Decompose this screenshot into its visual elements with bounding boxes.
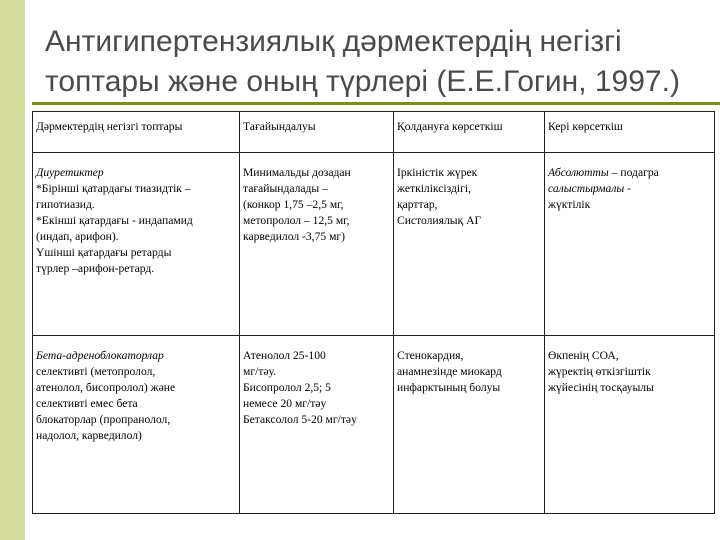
cell-dosage-beta-blockers <box>240 336 394 514</box>
table-header-row <box>33 112 715 153</box>
title-line-2: топтары және оның түрлері (Е.Е.Гогин, 1997.) <box>45 65 680 98</box>
indication-line: Систолиялық АГ <box>397 214 482 227</box>
dosage-line: Бисопролол 2,5; 5 <box>243 381 331 394</box>
title-divider <box>32 102 720 105</box>
contra-line: Өкпенің СОА, <box>548 349 619 362</box>
cell-contra-beta-blockers <box>545 336 715 514</box>
contra-absolute-text: – подагра <box>608 166 659 179</box>
dosage-line: метопролол – 12,5 мг, <box>243 214 350 227</box>
cell-indication-beta-blockers <box>394 336 545 514</box>
cell-indication-diuretics <box>394 153 545 336</box>
indication-line: жеткіліксіздігі, <box>397 182 472 195</box>
slide-title <box>45 22 705 102</box>
group-name: Диуретиктер <box>36 166 104 179</box>
dosage-line: (конкор 1,75 –2,5 мг, <box>243 198 344 211</box>
drug-groups-table <box>32 111 715 514</box>
cell-group-diuretics <box>33 153 240 336</box>
header-contraindications: Кері көрсеткіш <box>545 112 715 153</box>
dosage-line: Атенолол 25-100 <box>243 349 326 362</box>
dosage-line: мг/тәу. <box>243 365 277 378</box>
indication-line: анамнезінде миокард <box>397 365 502 378</box>
header-indications: Қолдануға көрсеткіш <box>394 112 545 153</box>
contra-relative-text: - <box>624 182 632 195</box>
table-row-beta-blockers <box>33 336 715 514</box>
contra-relative-line <box>548 181 711 197</box>
cell-dosage-diuretics <box>240 153 394 336</box>
contra-absolute-label: Абсолютты <box>548 166 609 179</box>
header-drug-groups: Дәрмектердің негізгі топтары <box>33 112 240 153</box>
group-line: (индап, арифон). <box>36 230 119 243</box>
group-line: надолол, карведилол) <box>36 429 142 442</box>
dosage-line: тағайындалады – <box>243 182 328 195</box>
left-accent-bar <box>0 0 25 540</box>
indication-line: Стенокардия, <box>397 349 464 362</box>
indication-line: қарттар, <box>397 198 438 211</box>
dosage-line: немесе 20 мг/тәу <box>243 397 327 410</box>
dosage-line: Минимальды дозадан <box>243 166 351 179</box>
group-line: блокаторлар (пропранолол, <box>36 413 171 426</box>
indication-line: инфарктының болуы <box>397 381 501 394</box>
header-dosage: Тағайындалуы <box>240 112 394 153</box>
group-line: селективті емес бета <box>36 397 138 410</box>
contra-line: жүйесінің тосқауылы <box>548 381 654 394</box>
group-line: атенолол, бисопролол) және <box>36 381 176 394</box>
contra-absolute-line <box>548 165 711 181</box>
contra-relative-label: салыстырмалы <box>548 182 625 195</box>
group-line: гипотиазид. <box>36 198 95 211</box>
group-line: *Бірінші қатардағы тиазидтік – <box>36 182 191 195</box>
cell-contra-diuretics <box>545 153 715 336</box>
group-name: Бета-адреноблокаторлар <box>36 349 164 362</box>
dosage-line: Бетаксолол 5-20 мг/тәу <box>243 413 357 426</box>
table-row-diuretics <box>33 153 715 336</box>
indication-line: Іркіністік жүрек <box>397 166 478 179</box>
cell-group-beta-blockers <box>33 336 240 514</box>
group-line: Үшінші қатардағы ретарды <box>36 246 172 259</box>
contra-line: жүректің өткізгіштік <box>548 365 651 378</box>
contra-line: жүктілік <box>548 198 591 211</box>
group-line: *Екінші қатардағы - индапамид <box>36 214 193 227</box>
group-line: түрлер –арифон-ретард. <box>36 262 155 275</box>
group-line: селективті (метопролол, <box>36 365 156 378</box>
title-line-1: Антигипертензиялық дәрмектердің негізгі <box>45 25 622 58</box>
dosage-line: карведилол -3,75 мг) <box>243 230 346 243</box>
